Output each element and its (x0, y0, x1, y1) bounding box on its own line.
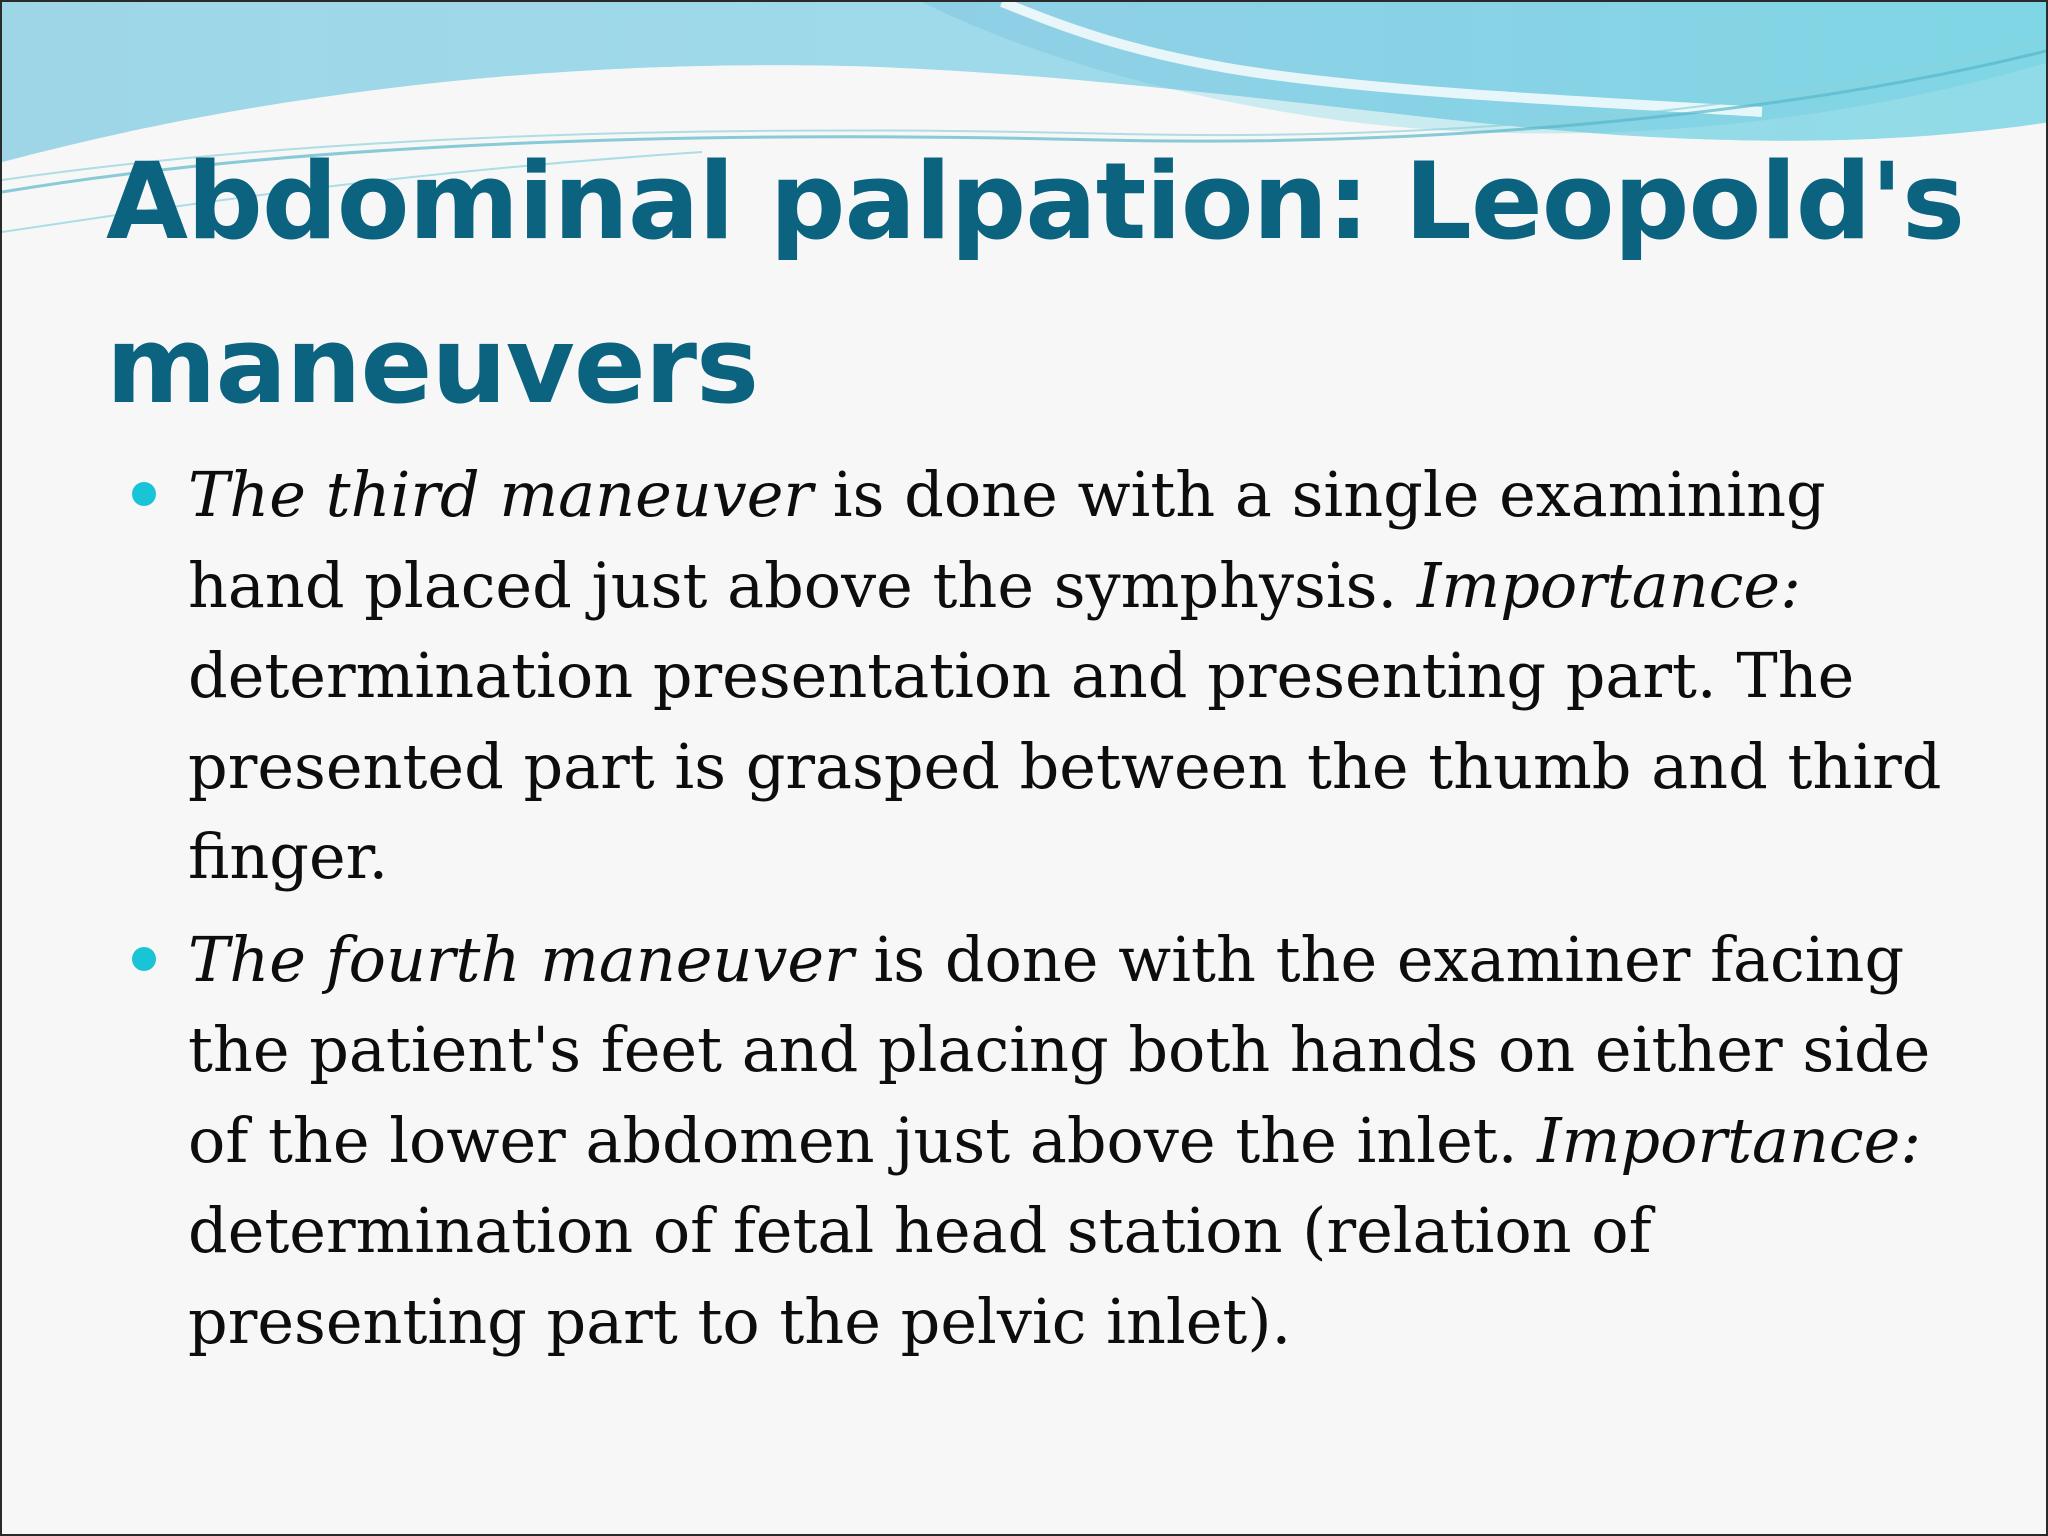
bullet-text: is done with a single examining hand placed just above the symphysis. (188, 458, 1826, 622)
bullet-lead-term: The third maneuver (188, 458, 814, 531)
bullet-item-fourth-maneuver (132, 915, 1992, 1368)
slide-title: Abdominal palpation: Leopold's maneuvers (106, 140, 1965, 427)
bullet-lead-term: The fourth maneuver (188, 922, 854, 996)
bullet-importance-label: Importance: (1416, 548, 1801, 622)
bullet-importance-label: Importance: (1537, 1103, 1922, 1177)
bullet-text: determination of fetal head station (relation of presenting part to the pelvic inlet). (188, 1194, 1652, 1358)
bullet-dot-icon (132, 482, 156, 506)
bullet-dot-icon (132, 947, 156, 971)
bullet-text: is done with the examiner facing the patient's feet and placing both hands on either side of the lower abdomen just above the inlet. (188, 922, 1931, 1177)
bullet-list (132, 450, 1992, 1379)
bullet-item-third-maneuver (132, 450, 1992, 903)
bullet-text: determination presentation and presenting part. The presented part is grasped between the thumb and third finger. (188, 639, 1942, 893)
